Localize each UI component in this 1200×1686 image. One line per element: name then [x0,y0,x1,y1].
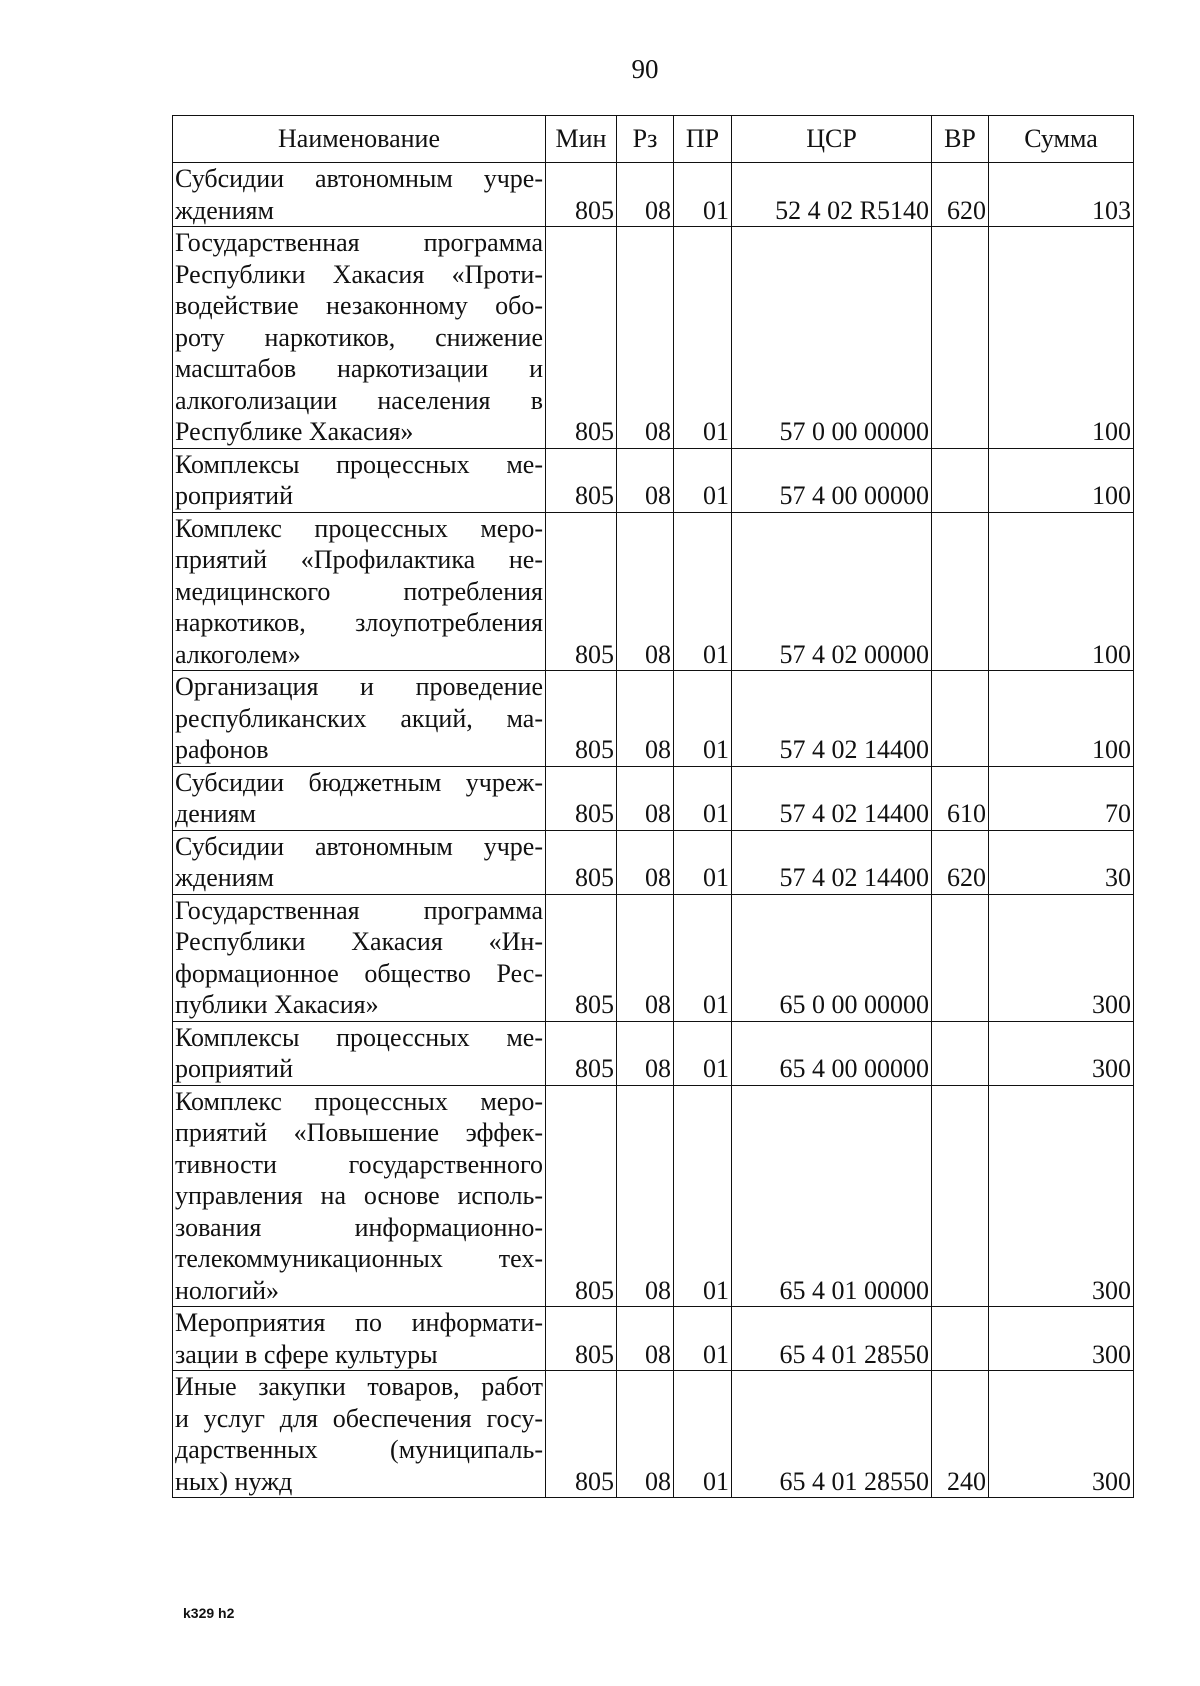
cell-min: 805 [546,512,617,671]
cell-sum: 300 [989,1371,1134,1498]
table-body [173,163,1134,1498]
column-header-name: Наименование [173,116,546,163]
table-row [173,671,1134,767]
cell-name: Субсидии автономным учре- ждениям [173,163,546,227]
cell-sum: 70 [989,766,1134,830]
cell-vr [932,227,989,449]
cell-name: Государственная программа Республики Хакасия «Проти- водействие незаконному обо- роту наркотиков, снижение масштабов наркотизации и алкоголизации населения в Республике Хакасия» [173,227,546,449]
cell-min: 805 [546,1307,617,1371]
cell-vr [932,448,989,512]
cell-rz: 08 [617,671,674,767]
cell-name: Организация и проведение республиканских акций, ма- рафонов [173,671,546,767]
cell-name: Комплекс процессных меро- приятий «Повышение эффек- тивности государственного управления на основе исполь- зования информационно- телекоммуникационных тех- нологий» [173,1085,546,1307]
cell-pr: 01 [674,830,732,894]
cell-vr [932,1021,989,1085]
table-row [173,227,1134,449]
column-header-min: Мин [546,116,617,163]
cell-pr: 01 [674,512,732,671]
column-header-rz: Рз [617,116,674,163]
table-header-row [173,116,1134,163]
cell-min: 805 [546,227,617,449]
cell-min: 805 [546,894,617,1021]
cell-rz: 08 [617,1085,674,1307]
cell-vr: 240 [932,1371,989,1498]
cell-sum: 300 [989,894,1134,1021]
cell-name: Комплекс процессных меро- приятий «Профилактика не- медицинского потребления наркотиков, злоупотребления алкоголем» [173,512,546,671]
cell-pr: 01 [674,1021,732,1085]
table-row [173,1371,1134,1498]
table-row [173,766,1134,830]
column-header-pr: ПР [674,116,732,163]
table-row [173,830,1134,894]
cell-sum: 30 [989,830,1134,894]
cell-sum: 100 [989,512,1134,671]
cell-pr: 01 [674,227,732,449]
cell-rz: 08 [617,163,674,227]
cell-vr: 620 [932,830,989,894]
cell-sum: 100 [989,671,1134,767]
cell-rz: 08 [617,1307,674,1371]
cell-rz: 08 [617,830,674,894]
column-header-sum: Сумма [989,116,1134,163]
cell-vr [932,1307,989,1371]
cell-vr [932,894,989,1021]
cell-csr: 57 0 00 00000 [732,227,932,449]
cell-csr: 65 4 01 28550 [732,1371,932,1498]
cell-sum: 300 [989,1085,1134,1307]
page-number: 90 [631,54,659,84]
cell-csr: 65 4 01 28550 [732,1307,932,1371]
cell-vr: 610 [932,766,989,830]
footer-code: k329 h2 [183,1605,235,1621]
cell-csr: 65 4 01 00000 [732,1085,932,1307]
cell-csr: 57 4 00 00000 [732,448,932,512]
cell-rz: 08 [617,227,674,449]
cell-name: Комплексы процессных ме- роприятий [173,1021,546,1085]
cell-pr: 01 [674,894,732,1021]
table-row [173,1085,1134,1307]
cell-sum: 300 [989,1307,1134,1371]
cell-vr [932,512,989,671]
cell-csr: 65 4 00 00000 [732,1021,932,1085]
cell-min: 805 [546,1021,617,1085]
cell-rz: 08 [617,448,674,512]
cell-csr: 57 4 02 14400 [732,671,932,767]
cell-sum: 300 [989,1021,1134,1085]
cell-min: 805 [546,163,617,227]
table-row [173,512,1134,671]
cell-pr: 01 [674,671,732,767]
cell-min: 805 [546,830,617,894]
cell-name: Государственная программа Республики Хакасия «Ин- формационное общество Рес- публики Хакасия» [173,894,546,1021]
cell-name: Комплексы процессных ме- роприятий [173,448,546,512]
cell-csr: 57 4 02 00000 [732,512,932,671]
cell-name: Субсидии автономным учре- ждениям [173,830,546,894]
cell-csr: 65 0 00 00000 [732,894,932,1021]
cell-vr: 620 [932,163,989,227]
cell-pr: 01 [674,1371,732,1498]
cell-pr: 01 [674,1307,732,1371]
cell-pr: 01 [674,448,732,512]
cell-sum: 100 [989,448,1134,512]
budget-table [172,115,1134,1498]
cell-csr: 57 4 02 14400 [732,766,932,830]
cell-rz: 08 [617,894,674,1021]
table-row [173,1307,1134,1371]
table-row [173,894,1134,1021]
cell-min: 805 [546,1371,617,1498]
cell-min: 805 [546,1085,617,1307]
table-row [173,163,1134,227]
column-header-vr: ВР [932,116,989,163]
cell-csr: 57 4 02 14400 [732,830,932,894]
cell-vr [932,671,989,767]
cell-rz: 08 [617,766,674,830]
cell-sum: 103 [989,163,1134,227]
cell-rz: 08 [617,512,674,671]
cell-rz: 08 [617,1371,674,1498]
table-row [173,448,1134,512]
cell-rz: 08 [617,1021,674,1085]
cell-sum: 100 [989,227,1134,449]
cell-csr: 52 4 02 R5140 [732,163,932,227]
cell-name: Субсидии бюджетным учреж- дениям [173,766,546,830]
cell-pr: 01 [674,163,732,227]
cell-min: 805 [546,671,617,767]
cell-vr [932,1085,989,1307]
cell-name: Мероприятия по информати- зации в сфере культуры [173,1307,546,1371]
cell-pr: 01 [674,766,732,830]
cell-pr: 01 [674,1085,732,1307]
column-header-csr: ЦСР [732,116,932,163]
cell-min: 805 [546,448,617,512]
cell-name: Иные закупки товаров, работ и услуг для обеспечения госу- дарственных (муниципаль- ных) нужд [173,1371,546,1498]
table-row [173,1021,1134,1085]
cell-min: 805 [546,766,617,830]
